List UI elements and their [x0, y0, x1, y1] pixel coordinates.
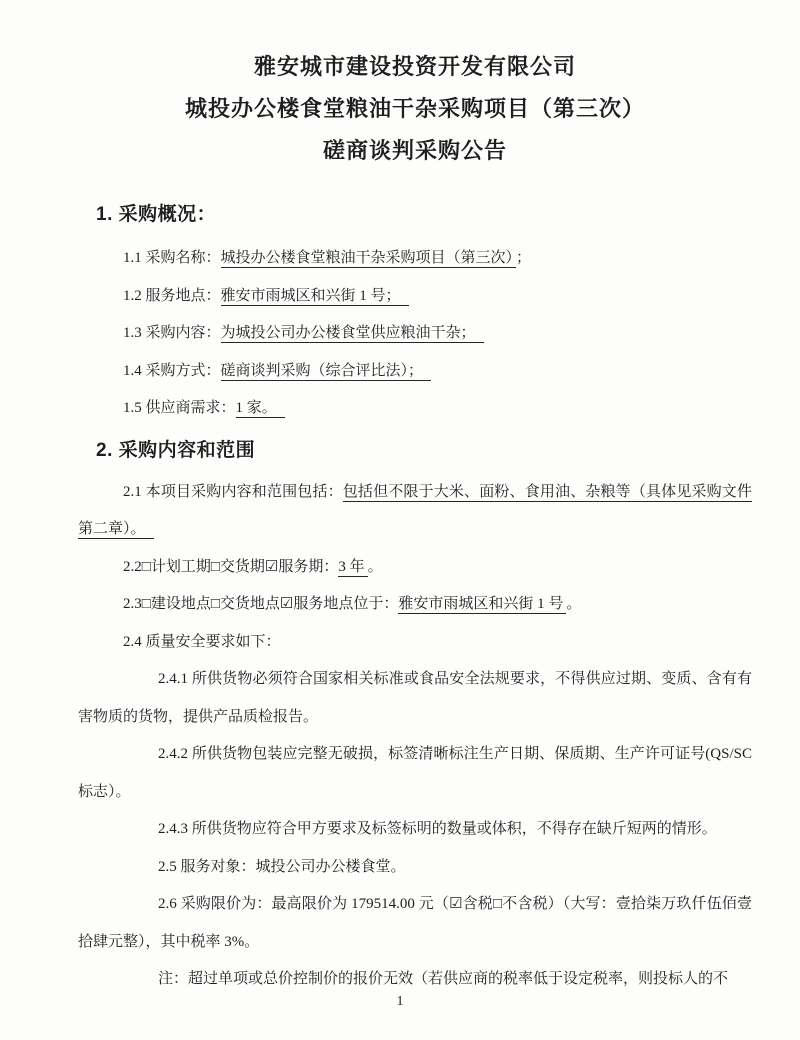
title-block [78, 46, 752, 172]
item-2-2-option2: 交货期 [219, 558, 265, 575]
item-2-2-suffix: 。 [367, 558, 383, 575]
checkbox-checked-icon: ☑ [279, 596, 294, 612]
item-1-1-label: 1.1 采购名称： [123, 250, 221, 266]
project-name-title: 城投办公楼食堂粮油干杂采购项目（第三次） [184, 96, 645, 121]
checkbox-unchecked-icon: □ [141, 596, 151, 612]
company-name-title: 雅安城市建设投资开发有限公司 [253, 54, 576, 79]
item-1-1-value: 城投办公楼食堂粮油干杂采购项目（第三次） [221, 250, 517, 268]
item-1-5-label: 1.5 供应商需求： [123, 400, 236, 416]
item-2-2-option3: 服务期： [278, 558, 339, 575]
item-2-3-suffix: 。 [566, 596, 582, 612]
item-1-3-label: 1.3 采购内容： [123, 325, 221, 341]
checkbox-unchecked-icon: □ [210, 558, 220, 575]
section-2-items [78, 474, 752, 999]
item-2-2-option1: 计划工期 [150, 558, 211, 575]
paragraph-2-5: 2.5 服务对象：城投公司办公楼食堂。 [158, 858, 406, 875]
paragraph-1-3 [78, 315, 752, 353]
document-content [78, 0, 752, 999]
item-1-4-value: 磋商谈判采购（综合评比法）； [221, 363, 432, 381]
item-2-3-option1: 建设地点 [150, 596, 211, 612]
paragraph-1-4 [78, 353, 752, 391]
item-1-1-suffix: ； [516, 250, 532, 266]
checkbox-checked-icon: ☑ [449, 896, 463, 912]
item-2-1-label: 2.1 本项目采购内容和范围包括： [123, 483, 343, 500]
item-2-6-tax-excluded: 不含税）（大写：壹拾柒万玖仟伍佰壹拾肆元整），其中税率 3%。 [78, 896, 752, 950]
section-2-heading: 2. 采购内容和范围 [96, 439, 256, 461]
section-1-items [78, 240, 752, 428]
checkbox-unchecked-icon: □ [141, 558, 151, 575]
item-2-2-number: 2.2 [123, 558, 142, 575]
paragraph-1-2 [78, 278, 752, 316]
item-1-3-value: 为城投公司办公楼食堂供应粮油干杂； [221, 325, 484, 343]
item-2-2-value: 3 年 [338, 559, 367, 577]
item-2-1-value: 包括但不限于大米、面粉、食用油、杂粮等（具体见采购文件第二章）。 [78, 483, 752, 537]
paragraph-2-2 [78, 549, 752, 587]
item-2-3-option3: 服务地点位于： [293, 596, 399, 612]
paragraph-2-4: 2.4 质量安全要求如下： [123, 633, 281, 650]
note-paragraph: 注：超过单项或总价控制价的报价无效（若供应商的税率低于设定税率，则投标人的不 [158, 971, 729, 987]
item-2-3-option2: 交货地点 [219, 596, 280, 612]
paragraph-2-4-1: 2.4.1 所供货物必须符合国家相关标准或食品安全法规要求，不得供应过期、变质、含有有害物质的货物，提供产品质检报告。 [78, 671, 752, 725]
paragraph-2-4-3: 2.4.3 所供货物应符合甲方要求及标签标明的数量或体积，不得存在缺斤短两的情形。 [158, 821, 717, 837]
checkbox-unchecked-icon: □ [210, 596, 220, 612]
item-1-2-value: 雅安市雨城区和兴街 1 号； [221, 288, 409, 306]
item-1-5-value: 1 家。 [236, 400, 285, 418]
paragraph-1-5 [78, 390, 752, 428]
item-2-3-number: 2.3 [123, 596, 142, 612]
item-2-6-tax-included: 含税 [462, 896, 493, 912]
paragraph-2-6 [78, 886, 752, 961]
paragraph-2-1 [78, 474, 752, 549]
item-2-6-text-pre: 2.6 采购限价为：最高限价为 179514.00 元（ [158, 896, 450, 912]
paragraph-2-4-2: 2.4.2 所供货物包装应完整无破损，标签清晰标注生产日期、保质期、生产许可证号(QS/SC标志）。 [78, 746, 752, 800]
paragraph-1-1 [78, 240, 752, 278]
page-number: 1 [396, 994, 404, 1009]
item-2-3-value: 雅安市雨城区和兴街 1 号 [398, 596, 566, 614]
announcement-type-title: 磋商谈判采购公告 [322, 138, 507, 163]
item-1-4-label: 1.4 采购方式： [123, 362, 221, 379]
section-1-heading: 1. 采购概况： [96, 204, 217, 225]
item-1-2-label: 1.2 服务地点： [123, 287, 221, 304]
checkbox-checked-icon: ☑ [264, 558, 279, 575]
paragraph-2-3 [78, 586, 752, 624]
checkbox-unchecked-icon: □ [492, 896, 503, 912]
